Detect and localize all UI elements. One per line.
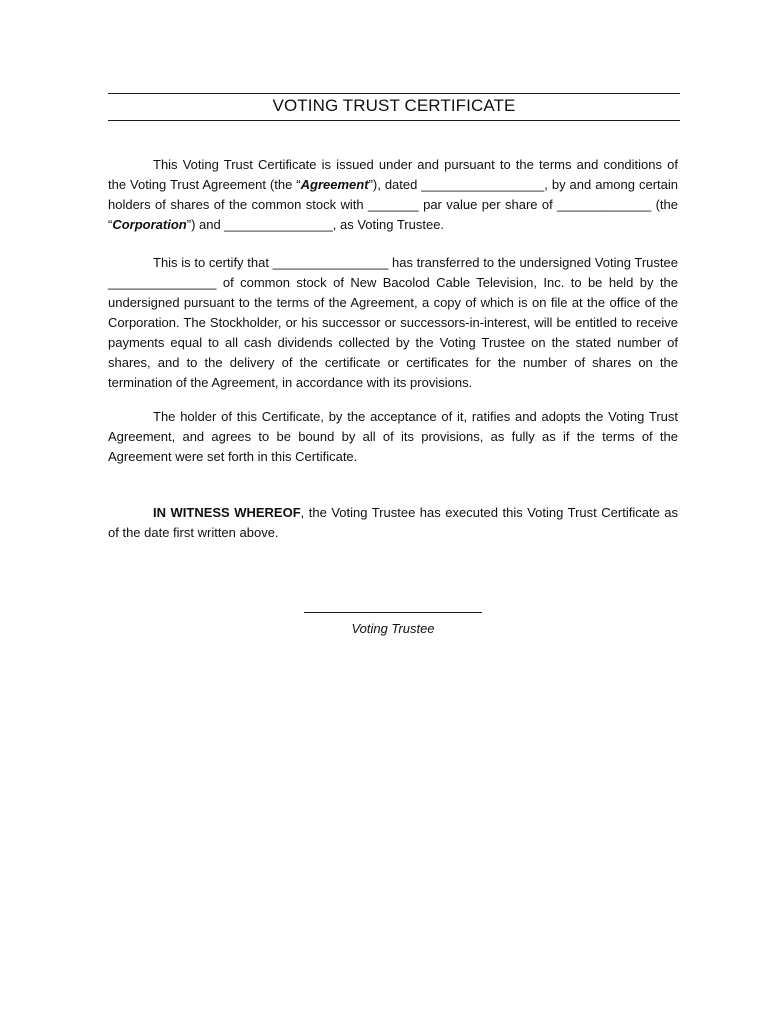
document-title: VOTING TRUST CERTIFICATE [272, 96, 516, 115]
terms-text-1: This Voting Trust Certificate is issued under and pursuant to the terms and conditions of the Voting Trust Agreement (the “ [108, 157, 678, 192]
certify-text: This is to certify that ________________ has transferred to the undersigned Voting Trustee _______________ of common stock of New Bacolod Cable Television, Inc. to be held by the undersigned pursuant to the terms of the Agreement, a copy of which is on file at the office of the Corporation. The Stockholder, or his successor or successors-in-interest, will be entitled to receive payments equal to all cash dividends collected by the Voting Trustee on the stated number of shares, and to the delivery of the certificate or certificates for the number of shares on the termination of the Agreement, in accordance with its provisions. [108, 255, 678, 390]
signature-line [304, 612, 482, 613]
title-top-rule [108, 93, 680, 94]
title-bottom-rule [108, 120, 680, 121]
paragraph-terms [108, 155, 678, 235]
paragraph-holder [108, 407, 678, 467]
witness-text: , the Voting Trustee has executed this Voting Trust Certificate as of the date first written above. [108, 505, 678, 540]
paragraph-certify [108, 253, 678, 393]
paragraph-witness [108, 503, 678, 543]
signature-label: Voting Trustee [351, 621, 435, 636]
terms-text-2: ”), dated _________________, by and among certain holders of shares of the common stock with _______ par value per share of _____________ (the “ [108, 177, 678, 232]
agreement-term: Agreement [300, 177, 369, 192]
terms-text-3: ”) and _______________, as Voting Trustee. [186, 217, 445, 232]
witness-lead: IN WITNESS WHEREOF [153, 505, 301, 520]
holder-text: The holder of this Certificate, by the acceptance of it, ratifies and adopts the Voting Trust Agreement, and agrees to be bound by all of its provisions, as fully as if the terms of the Agreement were set forth in this Certificate. [108, 409, 678, 464]
corporation-term: Corporation [112, 217, 187, 232]
